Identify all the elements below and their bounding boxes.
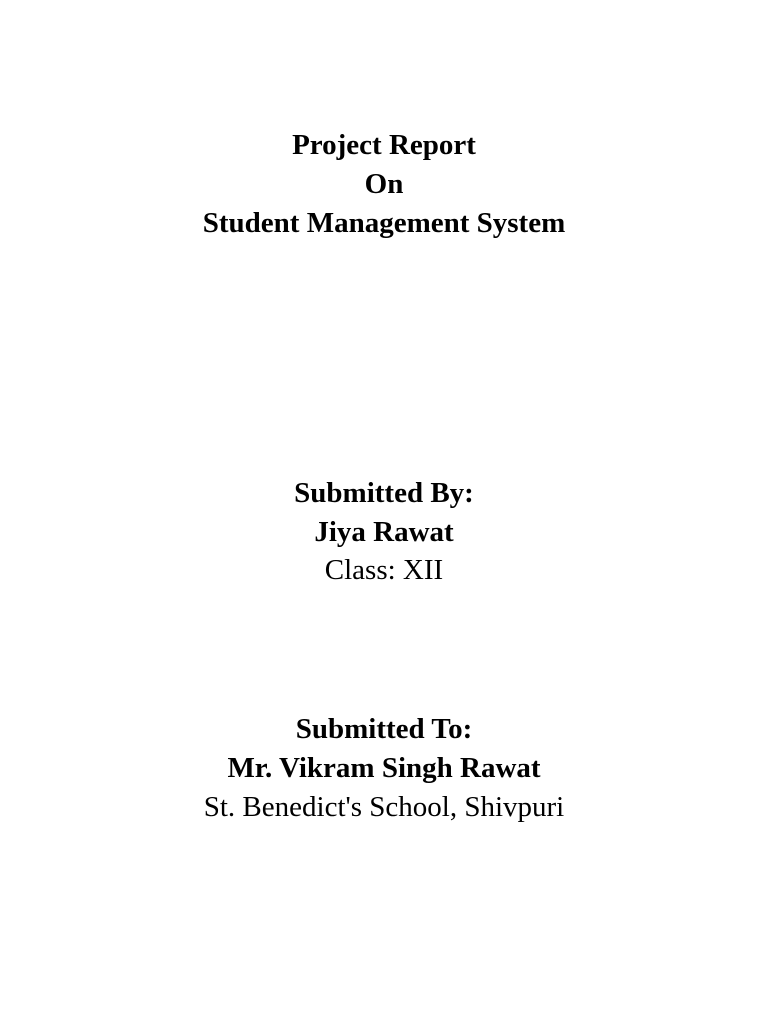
project-title: Student Management System [202, 207, 566, 239]
student-name: Jiya Rawat [314, 516, 454, 548]
student-class: Class: XII [324, 554, 444, 586]
teacher-name: Mr. Vikram Singh Rawat [227, 752, 541, 784]
report-title-line-1: Project Report [292, 129, 476, 161]
school-name: St. Benedict's School, Shivpuri [203, 791, 565, 823]
submitted-to-heading: Submitted To: [295, 713, 473, 745]
report-title-line-2: On [364, 168, 404, 200]
submitted-by-heading: Submitted By: [294, 477, 474, 509]
